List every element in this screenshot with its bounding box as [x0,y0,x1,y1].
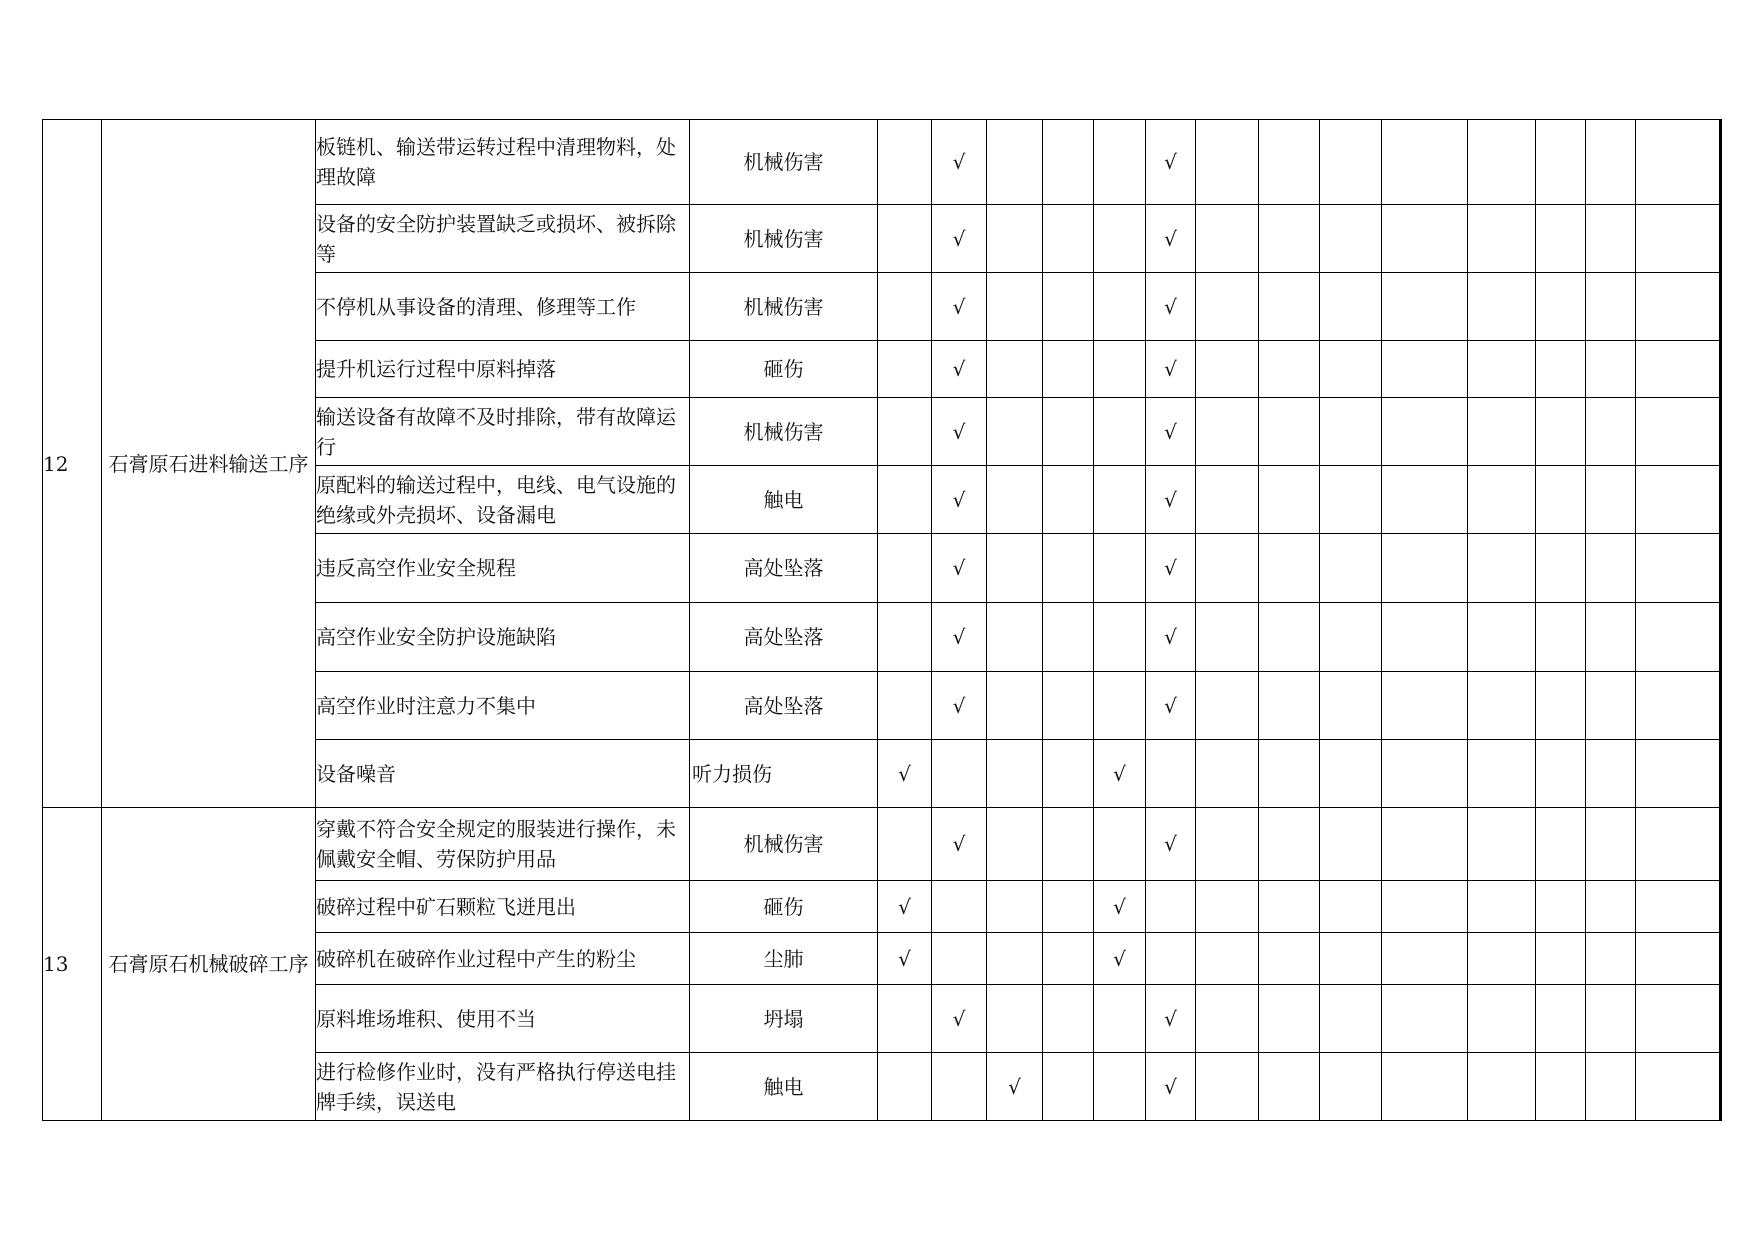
check-mark-cell: √ [932,985,987,1053]
empty-cell [987,881,1043,933]
accident-type: 砸伤 [690,881,878,933]
empty-cell [1320,985,1382,1053]
accident-type: 机械伤害 [690,120,878,205]
empty-cell [1636,985,1720,1053]
empty-cell [1721,341,1722,398]
hazard-description: 设备噪音 [316,740,690,808]
empty-cell [1721,534,1722,603]
empty-cell [1721,273,1722,341]
empty-cell [1721,881,1722,933]
empty-cell [1636,205,1720,273]
empty-cell [987,273,1043,341]
empty-cell [1196,341,1259,398]
empty-cell [1320,1053,1382,1121]
process-name: 石膏原石进料输送工序 [102,120,316,808]
empty-cell [1382,534,1468,603]
empty-cell [1382,1053,1468,1121]
empty-cell [1043,933,1094,985]
empty-cell [1536,933,1586,985]
empty-cell [1636,808,1720,881]
empty-cell [1636,466,1720,534]
empty-cell [1636,534,1720,603]
check-mark-cell: √ [932,603,987,672]
empty-cell [878,603,932,672]
empty-cell [1721,205,1722,273]
check-mark-cell: √ [1146,398,1196,466]
empty-cell [1721,603,1722,672]
empty-cell [1468,398,1536,466]
empty-cell [1094,205,1146,273]
empty-cell [1586,205,1636,273]
empty-cell [878,205,932,273]
empty-cell [1468,1053,1536,1121]
empty-cell [987,398,1043,466]
empty-cell [1636,341,1720,398]
accident-type: 尘肺 [690,933,878,985]
empty-cell [1636,1053,1720,1121]
empty-cell [1586,672,1636,740]
check-mark-cell: √ [1146,1053,1196,1121]
empty-cell [1468,466,1536,534]
empty-cell [1536,740,1586,808]
empty-cell [1586,985,1636,1053]
empty-cell [1721,466,1722,534]
empty-cell [987,672,1043,740]
empty-cell [878,985,932,1053]
empty-cell [1094,398,1146,466]
check-mark-cell: √ [878,933,932,985]
risk-assessment-table [42,119,1722,1121]
empty-cell [878,808,932,881]
empty-cell [1468,881,1536,933]
accident-type: 高处坠落 [690,672,878,740]
empty-cell [1468,120,1536,205]
check-mark-cell: √ [932,120,987,205]
empty-cell [932,881,987,933]
empty-cell [1382,985,1468,1053]
empty-cell [1043,1053,1094,1121]
empty-cell [1320,398,1382,466]
empty-cell [1382,740,1468,808]
empty-cell [1536,466,1586,534]
empty-cell [1043,740,1094,808]
empty-cell [1259,1053,1320,1121]
empty-cell [1636,273,1720,341]
empty-cell [1259,466,1320,534]
empty-cell [1586,466,1636,534]
empty-cell [1536,808,1586,881]
empty-cell [1320,740,1382,808]
empty-cell [1146,881,1196,933]
empty-cell [1259,933,1320,985]
hazard-description: 进行检修作业时，没有严格执行停送电挂牌手续，误送电 [316,1053,690,1121]
empty-cell [1094,273,1146,341]
empty-cell [1320,603,1382,672]
empty-cell [1043,881,1094,933]
empty-cell [1636,603,1720,672]
empty-cell [1259,808,1320,881]
empty-cell [1468,341,1536,398]
empty-cell [1586,881,1636,933]
empty-cell [1382,273,1468,341]
process-name: 石膏原石机械破碎工序 [102,808,316,1121]
accident-type: 坍塌 [690,985,878,1053]
empty-cell [987,933,1043,985]
accident-type: 机械伤害 [690,398,878,466]
accident-type: 机械伤害 [690,273,878,341]
empty-cell [1468,534,1536,603]
empty-cell [1146,933,1196,985]
check-mark-cell: √ [1146,273,1196,341]
empty-cell [1636,672,1720,740]
empty-cell [1382,205,1468,273]
check-mark-cell: √ [932,672,987,740]
check-mark-cell: √ [932,341,987,398]
empty-cell [1382,398,1468,466]
check-mark-cell: √ [1146,672,1196,740]
empty-cell [1196,1053,1259,1121]
empty-cell [1382,341,1468,398]
hazard-description: 设备的安全防护装置缺乏或损坏、被拆除等 [316,205,690,273]
table-row [43,808,1722,881]
check-mark-cell: √ [932,534,987,603]
check-mark-cell: √ [1146,985,1196,1053]
check-mark-cell: √ [932,466,987,534]
empty-cell [1196,740,1259,808]
check-mark-cell: √ [1094,881,1146,933]
empty-cell [1636,398,1720,466]
empty-cell [1259,603,1320,672]
empty-cell [878,398,932,466]
empty-cell [1196,603,1259,672]
check-mark-cell: √ [1146,808,1196,881]
hazard-description: 原料堆场堆积、使用不当 [316,985,690,1053]
empty-cell [1721,672,1722,740]
empty-cell [987,808,1043,881]
empty-cell [1536,603,1586,672]
check-mark-cell: √ [932,273,987,341]
empty-cell [1468,740,1536,808]
empty-cell [1536,120,1586,205]
empty-cell [987,534,1043,603]
empty-cell [1094,985,1146,1053]
empty-cell [1196,933,1259,985]
empty-cell [1259,534,1320,603]
empty-cell [1468,933,1536,985]
check-mark-cell: √ [1146,341,1196,398]
empty-cell [1259,205,1320,273]
accident-type: 听力损伤 [690,740,878,808]
empty-cell [1043,985,1094,1053]
empty-cell [1094,341,1146,398]
empty-cell [1259,341,1320,398]
empty-cell [1586,341,1636,398]
table-row [43,120,1722,205]
empty-cell [987,740,1043,808]
empty-cell [878,1053,932,1121]
empty-cell [1586,808,1636,881]
empty-cell [1320,881,1382,933]
check-mark-cell: √ [1146,466,1196,534]
empty-cell [1382,120,1468,205]
empty-cell [1721,740,1722,808]
empty-cell [1636,881,1720,933]
check-mark-cell: √ [878,740,932,808]
empty-cell [932,933,987,985]
empty-cell [1468,985,1536,1053]
hazard-description: 不停机从事设备的清理、修理等工作 [316,273,690,341]
empty-cell [1721,398,1722,466]
empty-cell [1196,881,1259,933]
hazard-description: 高空作业时注意力不集中 [316,672,690,740]
empty-cell [1043,120,1094,205]
empty-cell [987,985,1043,1053]
check-mark-cell: √ [878,881,932,933]
empty-cell [987,603,1043,672]
empty-cell [987,205,1043,273]
empty-cell [1536,273,1586,341]
empty-cell [1320,120,1382,205]
empty-cell [1043,672,1094,740]
empty-cell [987,466,1043,534]
empty-cell [1259,273,1320,341]
empty-cell [1382,808,1468,881]
table-body [43,120,1722,1121]
empty-cell [1468,273,1536,341]
hazard-description: 破碎机在破碎作业过程中产生的粉尘 [316,933,690,985]
check-mark-cell: √ [1146,534,1196,603]
empty-cell [1536,205,1586,273]
empty-cell [932,1053,987,1121]
check-mark-cell: √ [1146,120,1196,205]
empty-cell [1043,466,1094,534]
hazard-description: 穿戴不符合安全规定的服装进行操作，未佩戴安全帽、劳保防护用品 [316,808,690,881]
empty-cell [1043,534,1094,603]
empty-cell [1536,534,1586,603]
empty-cell [1196,985,1259,1053]
empty-cell [1320,672,1382,740]
empty-cell [1382,933,1468,985]
empty-cell [1468,808,1536,881]
empty-cell [1586,534,1636,603]
empty-cell [1536,672,1586,740]
empty-cell [1094,672,1146,740]
accident-type: 机械伤害 [690,205,878,273]
empty-cell [1320,808,1382,881]
accident-type: 砸伤 [690,341,878,398]
empty-cell [1196,398,1259,466]
accident-type: 高处坠落 [690,534,878,603]
empty-cell [878,672,932,740]
empty-cell [1382,881,1468,933]
empty-cell [1721,808,1722,881]
empty-cell [1586,398,1636,466]
hazard-description: 违反高空作业安全规程 [316,534,690,603]
empty-cell [1196,466,1259,534]
hazard-description: 破碎过程中矿石颗粒飞迸甩出 [316,881,690,933]
empty-cell [1320,205,1382,273]
empty-cell [1094,603,1146,672]
empty-cell [1320,534,1382,603]
check-mark-cell: √ [987,1053,1043,1121]
empty-cell [878,534,932,603]
empty-cell [1382,466,1468,534]
empty-cell [1196,120,1259,205]
hazard-description: 输送设备有故障不及时排除，带有故障运行 [316,398,690,466]
empty-cell [1259,881,1320,933]
check-mark-cell: √ [1094,740,1146,808]
empty-cell [1586,740,1636,808]
empty-cell [1320,341,1382,398]
empty-cell [1636,933,1720,985]
empty-cell [1094,120,1146,205]
hazard-description: 板链机、输送带运转过程中清理物料，处理故障 [316,120,690,205]
empty-cell [1094,466,1146,534]
empty-cell [1259,985,1320,1053]
item-number: 13 [43,808,102,1121]
hazard-description: 高空作业安全防护设施缺陷 [316,603,690,672]
empty-cell [1043,808,1094,881]
empty-cell [1721,1053,1722,1121]
empty-cell [1094,808,1146,881]
empty-cell [1536,985,1586,1053]
empty-cell [1043,205,1094,273]
empty-cell [1196,273,1259,341]
hazard-description: 提升机运行过程中原料掉落 [316,341,690,398]
empty-cell [1320,466,1382,534]
empty-cell [1196,534,1259,603]
empty-cell [1146,740,1196,808]
empty-cell [1382,672,1468,740]
check-mark-cell: √ [1094,933,1146,985]
empty-cell [1094,534,1146,603]
empty-cell [878,341,932,398]
accident-type: 高处坠落 [690,603,878,672]
empty-cell [1721,933,1722,985]
check-mark-cell: √ [1146,205,1196,273]
empty-cell [1196,672,1259,740]
empty-cell [1259,672,1320,740]
empty-cell [1586,273,1636,341]
check-mark-cell: √ [1146,603,1196,672]
hazard-description: 原配料的输送过程中，电线、电气设施的绝缘或外壳损坏、设备漏电 [316,466,690,534]
empty-cell [1043,341,1094,398]
empty-cell [1468,672,1536,740]
empty-cell [878,120,932,205]
empty-cell [1536,881,1586,933]
empty-cell [1536,398,1586,466]
empty-cell [1196,205,1259,273]
empty-cell [1636,740,1720,808]
empty-cell [1468,205,1536,273]
empty-cell [1382,603,1468,672]
check-mark-cell: √ [932,808,987,881]
accident-type: 机械伤害 [690,808,878,881]
empty-cell [878,273,932,341]
empty-cell [1636,120,1720,205]
empty-cell [1320,933,1382,985]
accident-type: 触电 [690,1053,878,1121]
empty-cell [1468,603,1536,672]
empty-cell [1259,740,1320,808]
empty-cell [1586,933,1636,985]
empty-cell [1536,341,1586,398]
empty-cell [1586,1053,1636,1121]
empty-cell [987,341,1043,398]
empty-cell [1536,1053,1586,1121]
empty-cell [1320,273,1382,341]
empty-cell [1586,120,1636,205]
empty-cell [1196,808,1259,881]
accident-type: 触电 [690,466,878,534]
empty-cell [1586,603,1636,672]
empty-cell [1043,273,1094,341]
item-number: 12 [43,120,102,808]
empty-cell [1721,120,1722,205]
empty-cell [987,120,1043,205]
check-mark-cell: √ [932,205,987,273]
empty-cell [932,740,987,808]
empty-cell [1094,1053,1146,1121]
empty-cell [1721,985,1722,1053]
empty-cell [1043,603,1094,672]
empty-cell [1259,398,1320,466]
empty-cell [878,466,932,534]
empty-cell [1043,398,1094,466]
check-mark-cell: √ [932,398,987,466]
empty-cell [1259,120,1320,205]
